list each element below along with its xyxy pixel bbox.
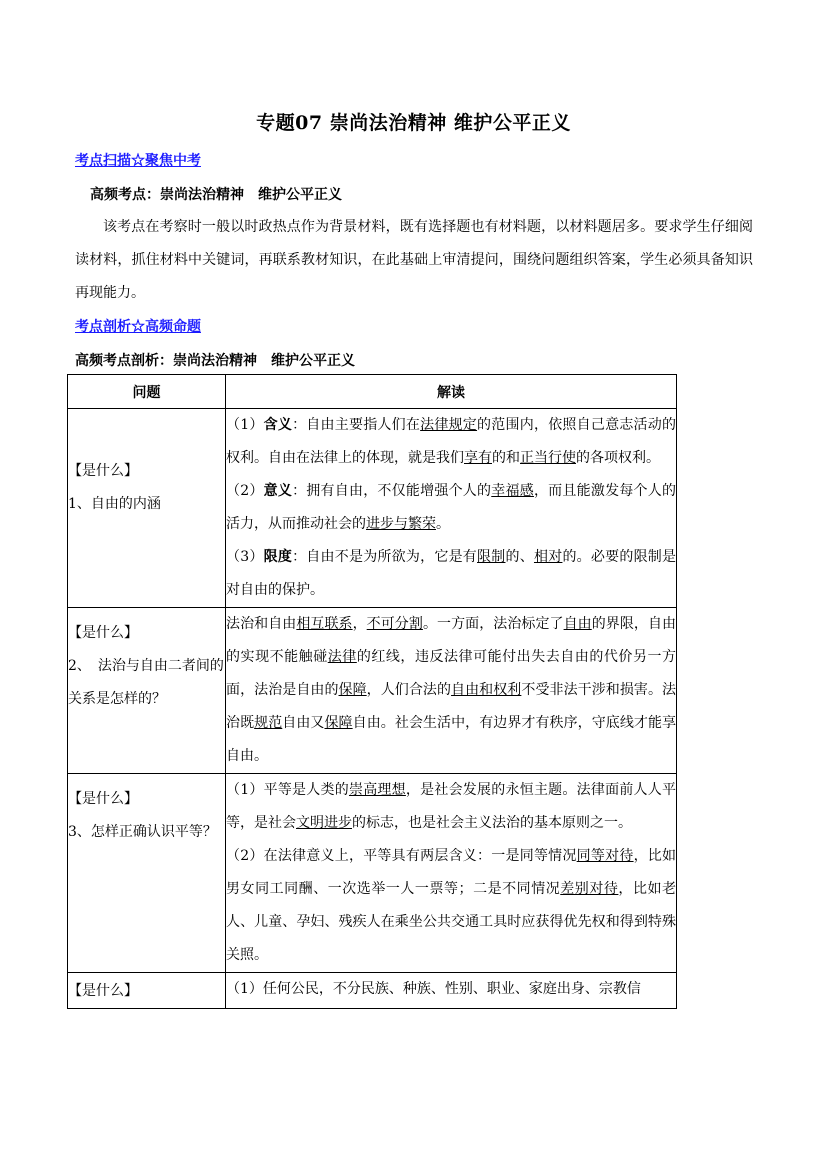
answer-text: （2）在法律意义上，平等具有两层含义：一是同等情况 (226, 848, 577, 864)
answer-text: 自由又 (282, 715, 325, 731)
answer-text: 的界限，自由的实现不能触碰 (226, 616, 677, 665)
answer-paragraph (226, 541, 676, 607)
answer-text: （3） (226, 549, 264, 565)
bold-term: 意义 (263, 483, 293, 499)
answer-text: ：拥有自由，不仅能增强个人的 (292, 483, 492, 499)
table-row (68, 409, 677, 608)
underlined-term: 法律 (327, 649, 357, 665)
underlined-term: 享有 (464, 450, 492, 466)
underlined-term: 保障 (338, 682, 367, 698)
question-cell (68, 774, 226, 973)
answer-text: ， (352, 616, 367, 632)
question-text: 1、自由的内涵 (68, 496, 161, 512)
bold-term: 含义 (263, 417, 293, 433)
header-question: 问题 (68, 375, 226, 409)
answer-text: 的和 (492, 450, 520, 466)
bold-term: 限度 (263, 549, 293, 565)
underlined-term: 保障 (324, 715, 353, 731)
underlined-term: 相对 (533, 549, 563, 565)
answer-text: 。一方面，法治标定了 (422, 616, 564, 632)
answer-text: ，比如男女同工同酬、一次选举一人一票等；二是不同情况 (226, 848, 677, 897)
question-tag: 【是什么】 (68, 983, 138, 999)
answer-text: 的各项权利。 (576, 450, 660, 466)
underlined-term: 相互联系 (296, 616, 353, 632)
table-row (68, 774, 677, 973)
underlined-term: 自由 (563, 616, 592, 632)
underlined-term: 差别对待 (560, 881, 619, 897)
table-row (68, 973, 677, 1009)
answer-text: ，而且能激发每个人的活力，从而推动社会的 (226, 483, 677, 532)
answer-paragraph (226, 774, 676, 840)
answer-text: ，人们合法的 (366, 682, 452, 698)
answer-text: 的范围内，依照自己意志活动的权利。自由在法律上的体现，就是我们 (226, 417, 677, 466)
answer-paragraph (226, 409, 676, 475)
answer-text: 。 (436, 516, 450, 532)
answer-cell (226, 409, 677, 608)
underlined-term: 法律规定 (420, 417, 478, 433)
answer-text: （1） (226, 417, 264, 433)
answer-paragraph (226, 840, 676, 972)
table-caption: 高频考点剖析：崇尚法治精神 维护公平正义 (75, 353, 355, 369)
underlined-term: 限制 (477, 549, 506, 565)
underlined-term: 规范 (254, 715, 283, 731)
question-text: 3、怎样正确认识平等？ (68, 824, 217, 840)
answer-paragraph (226, 475, 676, 541)
header-answer: 解读 (226, 375, 677, 409)
section-link-analysis[interactable]: 考点剖析☆高频命题 (75, 319, 201, 335)
knowledge-table (67, 374, 677, 1009)
answer-text: （1）平等是人类的 (226, 782, 349, 798)
question-tag: 【是什么】 (68, 625, 138, 641)
underlined-term: 幸福感 (491, 483, 534, 499)
answer-text: 自由。社会生活中，有边界才有秩序，守底线才能享自由。 (226, 715, 677, 764)
answer-paragraph (226, 608, 676, 773)
answer-text: ：自由主要指人们在 (292, 417, 421, 433)
underlined-term: 自由和权利 (451, 682, 522, 698)
answer-text: ，比如老人、儿童、孕妇、残疾人在乘坐公共交通工具时应获得优先权和得到特殊关照。 (226, 881, 677, 963)
answer-text: 法治和自由 (226, 616, 297, 632)
underlined-term: 不可分割 (366, 616, 423, 632)
underlined-term: 进步与繁荣 (366, 516, 436, 532)
answer-text: （2） (226, 483, 264, 499)
section-subheading: 高频考点：崇尚法治精神 维护公平正义 (90, 187, 342, 203)
question-cell (68, 409, 226, 608)
table-row (68, 608, 677, 774)
underlined-term: 崇高理想 (348, 782, 406, 798)
answer-text: ：自由不是为所欲为，它是有 (292, 549, 478, 565)
page-title: 专题07 崇尚法治精神 维护公平正义 (256, 112, 571, 134)
table-header-row (68, 375, 677, 409)
answer-text: （1）任何公民，不分民族、种族、性别、职业、家庭出身、宗教信 (226, 981, 641, 997)
answer-text: 的。必要的限制是对自由的保护。 (226, 549, 677, 598)
answer-cell (226, 608, 677, 774)
question-cell (68, 608, 226, 774)
answer-cell (226, 774, 677, 973)
question-tag: 【是什么】 (68, 463, 138, 479)
answer-text: 的红线，违反法律可能付出失去自由的代价另一方面，法治是自由的 (226, 649, 677, 698)
question-cell (68, 973, 226, 1009)
intro-paragraph: 该考点在考察时一般以时政热点作为背景材料，既有选择题也有材料题，以材料题居多。要求学生仔细阅读材料，抓住材料中关键词，再联系教材知识，在此基础上审清提问，围绕问题组织答案，学生必须具备知识再现能力。 (75, 219, 753, 301)
answer-text: ，是社会发展的永恒主题。法律面前人人平等，是社会 (226, 782, 676, 831)
question-tag: 【是什么】 (68, 791, 138, 807)
underlined-term: 同等对待 (576, 848, 634, 864)
section-link-exam-scan[interactable]: 考点扫描☆聚焦中考 (75, 153, 201, 169)
question-text: 2、 法治与自由二者间的关系是怎样的？ (68, 658, 224, 707)
underlined-term: 文明进步 (296, 815, 352, 831)
underlined-term: 正当行使 (520, 450, 576, 466)
answer-paragraph (226, 973, 676, 1006)
answer-cell (226, 973, 677, 1009)
answer-text: 的、 (505, 549, 534, 565)
answer-text: 不受非法干涉和损害。法治既 (226, 682, 677, 731)
answer-text: 的标志，也是社会主义法治的基本原则之一。 (352, 815, 632, 831)
